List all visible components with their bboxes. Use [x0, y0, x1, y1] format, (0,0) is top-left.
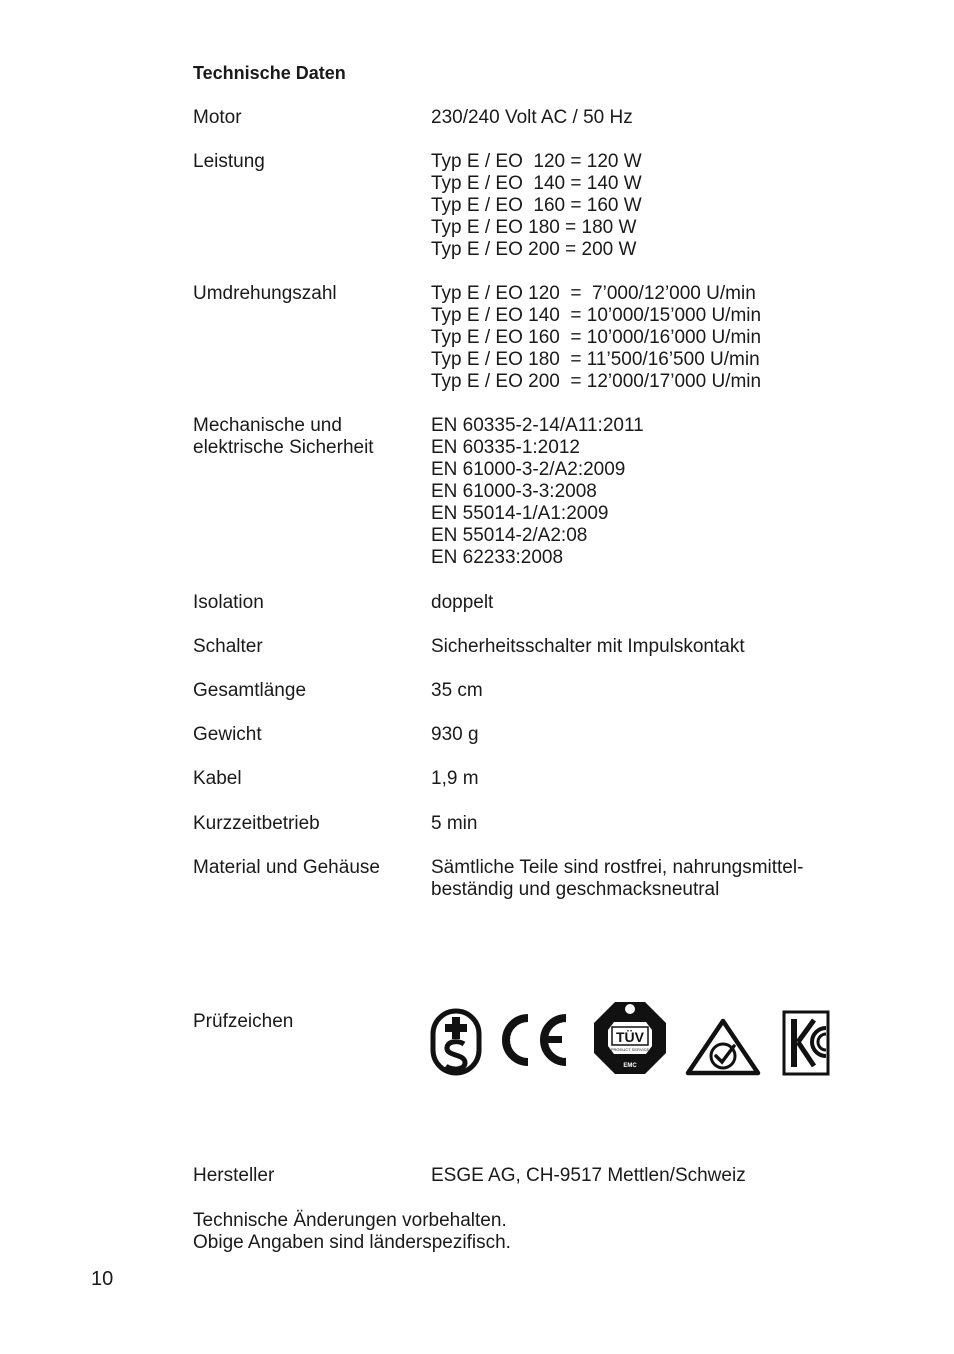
spec-value [431, 283, 851, 393]
spec-value-line: Typ E / EO 200 = 12’000/17’000 U/min [431, 371, 762, 392]
spec-value-line: beständig und geschmacksneutral [431, 879, 720, 900]
spec-value-line: Typ E / EO 140 = 10’000/15’000 U/min [431, 305, 762, 326]
spec-label: Material und Gehäuse [193, 857, 380, 878]
spec-label: Umdrehungszahl [193, 283, 337, 304]
spec-value-line: Typ E / EO 180 = 11’500/16’500 U/min [431, 349, 760, 370]
spec-value-line: EN 62233:2008 [431, 547, 564, 568]
spec-value-line: 1,9 m [431, 768, 479, 789]
spec-value-line: 930 g [431, 724, 479, 745]
spec-value-line: Typ E / EO 200 = 200 W [431, 239, 637, 260]
spec-label: Hersteller [193, 1165, 275, 1186]
tuv-logo-text: TÜV [616, 1029, 644, 1045]
spec-value-line: Sämtliche Teile sind rostfrei, nahrungsmittel- [431, 857, 804, 878]
s-plus-icon [430, 1008, 482, 1076]
spec-value-line: Typ E / EO 120 = 120 W [431, 151, 642, 172]
spec-label: Gewicht [193, 724, 262, 745]
spec-label: Motor [193, 107, 242, 128]
page-number: 10 [91, 1268, 114, 1290]
spec-value [431, 724, 851, 746]
spec-value [431, 636, 851, 658]
spec-label: Kurzzeitbetrieb [193, 813, 320, 834]
footnote-line: Technische Änderungen vorbehalten. [193, 1210, 507, 1231]
rcm-icon [685, 1018, 761, 1076]
spec-value-line: 230/240 Volt AC / 50 Hz [431, 107, 633, 128]
spec-value-line: doppelt [431, 592, 494, 613]
spec-value [431, 1165, 851, 1187]
spec-label: Leistung [193, 151, 265, 172]
spec-value-line: Typ E / EO 160 = 10’000/16’000 U/min [431, 327, 762, 348]
spec-value-line: EN 60335-1:2012 [431, 437, 580, 458]
tuv-emc-icon [592, 1000, 668, 1076]
spec-value-line: 35 cm [431, 680, 483, 701]
spec-value [431, 813, 851, 835]
spec-value-line: EN 61000-3-3:2008 [431, 481, 597, 502]
tuv-logo-subtext: PRODUCT SERVICE [610, 1047, 650, 1052]
spec-value-line: EN 61000-3-2/A2:2009 [431, 459, 626, 480]
spec-value [431, 415, 851, 569]
spec-label: Mechanische und elektrische Sicherheit [193, 415, 374, 458]
section-title: Technische Daten [193, 63, 346, 83]
spec-value-line: Typ E / EO 180 = 180 W [431, 217, 637, 238]
spec-value-line: EN 55014-1/A1:2009 [431, 503, 609, 524]
spec-value-line: Typ E / EO 140 = 140 W [431, 173, 642, 194]
spec-value [431, 680, 851, 702]
tuv-logo-band: EMC [623, 1063, 637, 1069]
spec-value-line: 5 min [431, 813, 478, 834]
spec-value [431, 107, 851, 129]
spec-label: Isolation [193, 592, 264, 613]
spec-value-line: ESGE AG, CH-9517 Mettlen/Schweiz [431, 1165, 746, 1186]
spec-value-line: EN 55014-2/A2:08 [431, 525, 588, 546]
kc-mark-icon [782, 1010, 830, 1076]
spec-value-line: Typ E / EO 120 = 7’000/12’000 U/min [431, 283, 756, 304]
spec-value-line: EN 60335-2-14/A11:2011 [431, 415, 644, 436]
spec-label: Kabel [193, 768, 242, 789]
spec-value [431, 857, 851, 901]
spec-label: Schalter [193, 636, 263, 657]
certification-logos [430, 1000, 830, 1080]
spec-label: Prüfzeichen [193, 1011, 294, 1032]
spec-value [431, 592, 851, 614]
spec-value-line: Typ E / EO 160 = 160 W [431, 195, 642, 216]
spec-value [431, 151, 851, 261]
spec-value-line: Sicherheitsschalter mit Impulskontakt [431, 636, 745, 657]
spec-label: Gesamtlänge [193, 680, 307, 701]
spec-value [431, 768, 851, 790]
ce-mark-icon [498, 1012, 572, 1068]
footnote-line: Obige Angaben sind länderspezifisch. [193, 1232, 511, 1253]
footnote [193, 1210, 511, 1254]
